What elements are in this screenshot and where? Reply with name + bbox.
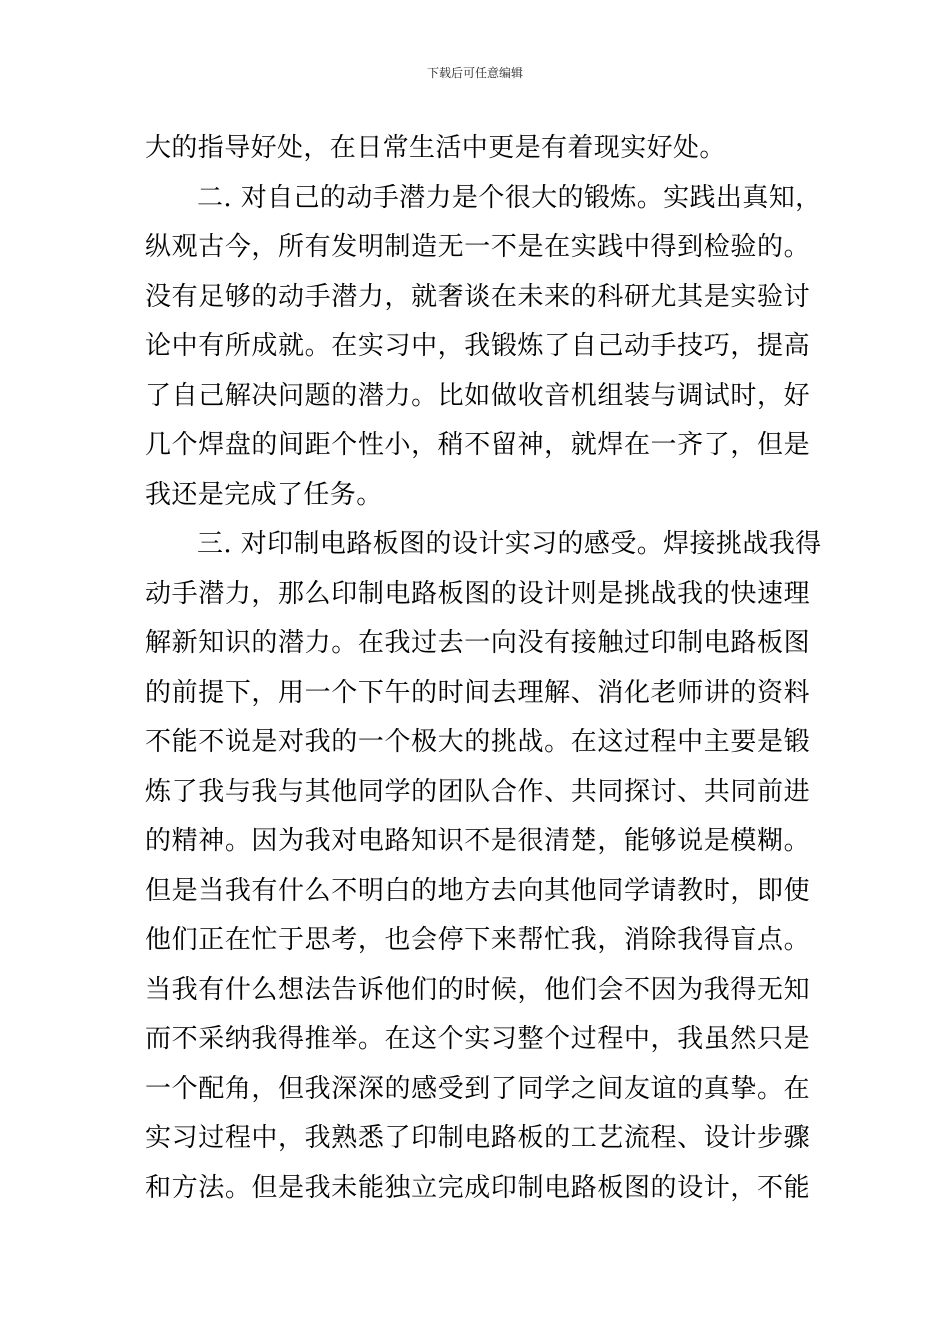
text-line: 但是当我有什么不明白的地方去向其他同学请教时，即使 — [145, 875, 810, 906]
text-line: 纵观古今，所有发明制造无一不是在实践中得到检验的。 — [145, 232, 810, 262]
text-line: 一个配角，但我深深的感受到了同学之间友谊的真挚。在 — [145, 1073, 810, 1104]
text-line: 三. 对印制电路板图的设计实习的感受。焊接挑战我得 — [197, 529, 822, 559]
text-line: 当我有什么想法告诉他们的时候，他们会不因为我得无知 — [145, 974, 810, 1005]
text-line: 炼了我与我与其他同学的团队合作、共同探讨、共同前进 — [145, 776, 810, 807]
text-line: 和方法。但是我未能独立完成印制电路板图的设计，不能 — [145, 1172, 810, 1203]
text-line: 没有足够的动手潜力，就奢谈在未来的科研尤其是实验讨 — [145, 281, 810, 312]
text-line: 动手潜力，那么印制电路板图的设计则是挑战我的快速理 — [145, 578, 810, 609]
text-line: 解新知识的潜力。在我过去一向没有接触过印制电路板图 — [145, 628, 810, 658]
text-line: 二. 对自己的动手潜力是个很大的锻炼。实践出真知， — [197, 182, 822, 213]
page-header: 下载后可任意编辑 — [426, 66, 523, 80]
text-line: 而不采纳我得推举。在这个实习整个过程中，我虽然只是 — [145, 1024, 810, 1054]
text-line: 几个焊盘的间距个性小，稍不留神，就焊在一齐了，但是 — [145, 430, 810, 460]
text-line: 不能不说是对我的一个极大的挑战。在这过程中主要是锻 — [145, 727, 810, 757]
text-line: 实习过程中，我熟悉了印制电路板的工艺流程、设计步骤 — [145, 1123, 810, 1153]
text-line: 我还是完成了任务。 — [145, 479, 383, 510]
text-line: 大的指导好处，在日常生活中更是有着现实好处。 — [145, 133, 726, 163]
text-line: 论中有所成就。在实习中，我锻炼了自己动手技巧，提高 — [145, 331, 810, 361]
text-line: 了自己解决问题的潜力。比如做收音机组装与调试时，好 — [145, 380, 810, 411]
text-line: 的精神。因为我对电路知识不是很清楚，能够说是模糊。 — [145, 826, 810, 856]
text-line: 的前提下，用一个下午的时间去理解、消化老师讲的资料 — [145, 677, 810, 708]
document-body — [145, 124, 822, 1213]
text-line: 他们正在忙于思考，也会停下来帮忙我，消除我得盲点。 — [145, 925, 810, 955]
